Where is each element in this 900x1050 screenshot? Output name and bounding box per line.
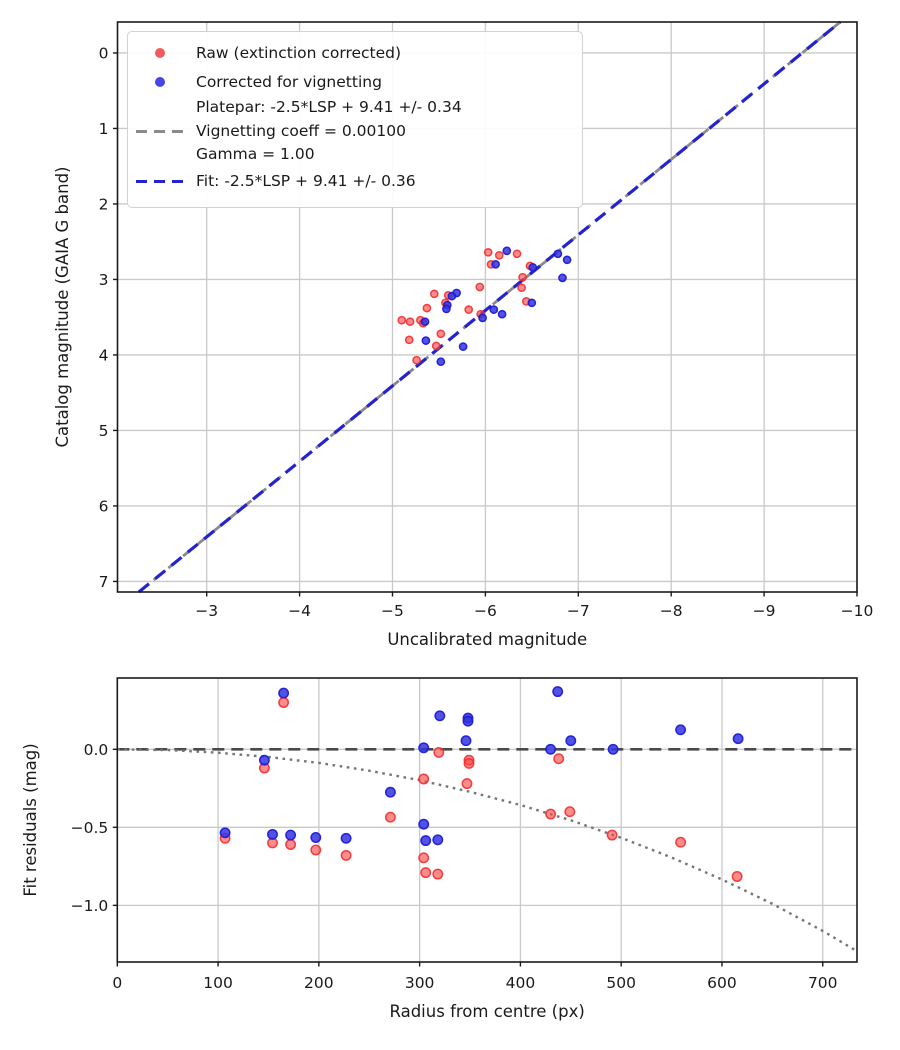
top-plot-x-tick-label: −9 [752, 602, 776, 620]
bottom-plot-blue-point [733, 734, 742, 743]
legend-label-fit: Fit: -2.5*LSP + 9.41 +/- 0.36 [196, 172, 416, 190]
bottom-plot-x-tick-label: 400 [505, 974, 536, 992]
bottom-plot-blue-point [386, 788, 395, 797]
legend-label-platepar: Platepar: -2.5*LSP + 9.41 +/- 0.34 [196, 98, 462, 116]
top-plot-blue-point [528, 299, 535, 306]
bottom-plot-blue-point [341, 834, 350, 843]
bottom-plot-red-point [433, 869, 442, 878]
bottom-plot-red-point [419, 853, 428, 862]
bottom-plot-x-tick-label: 200 [304, 974, 334, 992]
vignetting-model-curve [117, 749, 857, 951]
top-plot-x-tick-label: −7 [566, 602, 590, 620]
blue-dashed-line-marker-icon [136, 180, 185, 183]
bottom-plot-blue-point [220, 828, 229, 837]
top-plot-red-point [406, 336, 413, 343]
top-plot-y-tick-label: 2 [98, 195, 109, 214]
bottom-plot-red-point [386, 813, 395, 822]
bottom-plot-red-point [434, 748, 443, 757]
bottom-plot-blue-point [553, 687, 562, 696]
legend-label-raw: Raw (extinction corrected) [196, 43, 402, 62]
top-plot-blue-point [529, 264, 536, 271]
top-plot-blue-point [559, 274, 566, 281]
bottom-plot-blue-point [279, 688, 288, 697]
bottom-plot-red-point [341, 851, 350, 860]
top-plot-blue-point [492, 261, 499, 268]
bottom-plot-y-tick-label: −0.5 [70, 818, 109, 837]
bottom-plot-x-tick-label: 500 [606, 974, 636, 992]
top-plot-blue-point [499, 311, 506, 318]
top-plot-x-tick-label: −8 [659, 602, 683, 620]
top-plot-blue-point [490, 306, 497, 313]
bottom-plot-x-axis-label: Radius from centre (px) [389, 1002, 585, 1021]
top-plot-y-tick-label: 0 [98, 44, 109, 63]
bottom-plot-red-point [565, 807, 574, 816]
bottom-plot-blue-point [311, 833, 320, 842]
top-plot-red-point [431, 290, 438, 297]
bottom-plot-red-point [464, 759, 473, 768]
bottom-plot-x-tick-label: 700 [807, 974, 838, 992]
bottom-plot-blue-point [433, 835, 442, 844]
top-plot-red-point [413, 357, 420, 364]
bottom-plot-blue-point [676, 725, 685, 734]
bottom-plot-red-point [546, 809, 555, 818]
bottom-plot-y-tick-label: −1.0 [70, 896, 109, 915]
legend [127, 31, 583, 208]
bottom-plot-red-point [311, 845, 320, 854]
bottom-plot-x-tick-label: 0 [112, 974, 123, 992]
bottom-plot-red-point [676, 838, 685, 847]
top-plot-blue-point [443, 305, 450, 312]
legend-item-fit [128, 167, 582, 196]
red-dot-marker-icon [155, 48, 165, 58]
bottom-plot-blue-point [461, 736, 470, 745]
top-plot-y-axis-label: Catalog magnitude (GAIA G band) [53, 166, 72, 448]
top-plot-x-tick-label: −4 [288, 602, 312, 620]
top-plot-blue-point [564, 256, 571, 263]
top-plot-red-point [423, 305, 430, 312]
bottom-plot-blue-point [260, 756, 269, 765]
bottom-plot-y-tick-label: 0.0 [83, 740, 109, 759]
blue-dot-marker-icon [155, 77, 165, 87]
top-plot-red-point [398, 317, 405, 324]
bottom-plot-red-point [421, 868, 430, 877]
top-plot-blue-point [554, 250, 561, 257]
top-plot-red-point [476, 283, 483, 290]
top-plot-red-point [465, 306, 472, 313]
top-plot-x-tick-label: −10 [840, 602, 874, 620]
top-plot-y-tick-label: 5 [98, 421, 109, 440]
top-plot-y-tick-label: 3 [98, 270, 109, 289]
top-plot-red-point [518, 284, 525, 291]
top-plot-x-axis-label: Uncalibrated magnitude [387, 630, 588, 649]
bottom-plot-red-point [732, 872, 741, 881]
top-plot-y-tick-label: 1 [98, 119, 109, 138]
top-plot-y-tick-label: 6 [98, 497, 109, 516]
legend-item-corrected [128, 67, 582, 96]
top-plot-blue-point [479, 314, 486, 321]
bottom-plot-blue-point [435, 711, 444, 720]
top-plot-red-point [496, 252, 503, 259]
top-plot-blue-point [421, 318, 428, 325]
top-plot-blue-point [437, 358, 444, 365]
top-plot-x-tick-label: −3 [195, 602, 219, 620]
bottom-plot-frame [117, 678, 857, 962]
legend-item-platepar [128, 96, 582, 167]
bottom-plot-red-point [279, 698, 288, 707]
top-plot-blue-point [503, 247, 510, 254]
bottom-plot-x-tick-label: 600 [707, 974, 737, 992]
bottom-plot-red-point [286, 840, 295, 849]
bottom-plot-red-point [554, 754, 563, 763]
bottom-plot-blue-point [286, 830, 295, 839]
bottom-plot-red-point [419, 774, 428, 783]
top-plot-red-point [519, 274, 526, 281]
top-plot-x-tick-label: −5 [381, 602, 404, 620]
top-plot-x-tick-label: −6 [473, 602, 497, 620]
top-plot-blue-point [460, 343, 467, 350]
top-plot-y-tick-label: 4 [98, 346, 109, 365]
bottom-plot-blue-point [608, 745, 617, 754]
bottom-plot-x-tick-label: 100 [203, 974, 233, 992]
legend-item-raw [128, 38, 582, 67]
top-plot-red-point [437, 330, 444, 337]
top-plot-blue-point [448, 293, 455, 300]
legend-label-vignetting-coeff: Vignetting coeff = 0.00100 [196, 121, 406, 140]
top-plot-y-tick-label: 7 [98, 572, 109, 591]
bottom-plot-red-point [607, 830, 616, 839]
top-plot-red-point [485, 249, 492, 256]
top-plot-red-point [407, 318, 414, 325]
bottom-plot-blue-point [546, 745, 555, 754]
gray-dashed-line-marker-icon [136, 130, 185, 133]
bottom-plot-blue-point [463, 717, 472, 726]
bottom-plot-red-point [462, 779, 471, 788]
bottom-plot-blue-point [419, 820, 428, 829]
bottom-plot-y-axis-label: Fit residuals (mag) [21, 743, 40, 897]
legend-label-gamma: Gamma = 1.00 [196, 145, 315, 163]
top-plot-red-point [513, 250, 520, 257]
bottom-plot-blue-point [268, 830, 277, 839]
legend-label-corrected: Corrected for vignetting [196, 72, 382, 91]
top-plot-red-point [433, 342, 440, 349]
bottom-plot-blue-point [566, 736, 575, 745]
bottom-plot-x-tick-label: 300 [404, 974, 435, 992]
top-plot-blue-point [422, 337, 429, 344]
bottom-plot-blue-point [419, 743, 428, 752]
bottom-plot-blue-point [421, 836, 430, 845]
